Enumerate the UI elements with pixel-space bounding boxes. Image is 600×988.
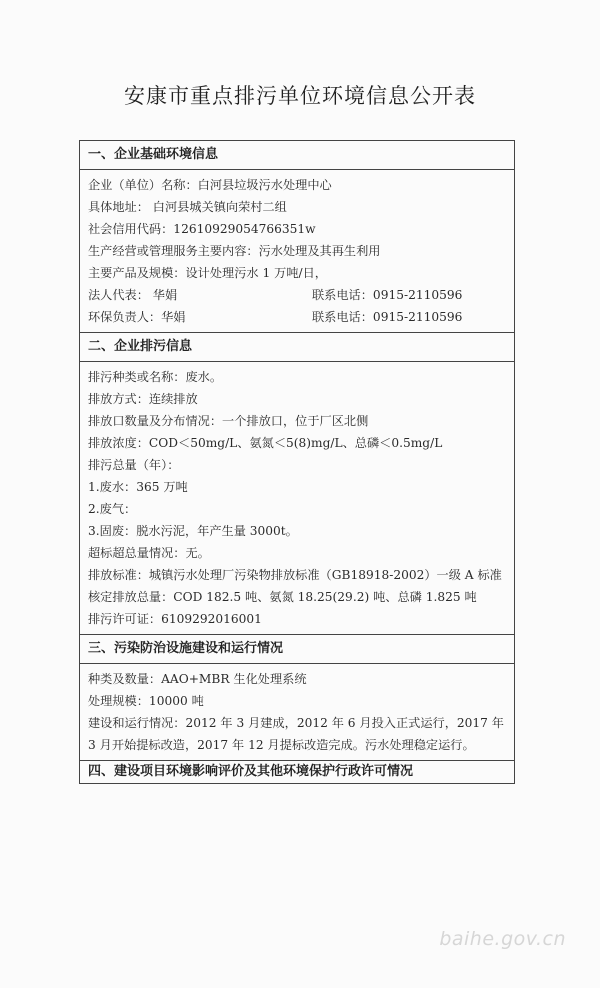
section-body-discharge (80, 362, 514, 635)
discharge-method: 排放方式：连续排放 (88, 392, 198, 406)
discharge-concentration: 排放浓度：COD＜50mg/L、氨氮＜5(8)mg/L、总磷＜0.5mg/L (88, 436, 443, 450)
wastewater-total: 1.废水：365 万吨 (88, 480, 188, 494)
section-heading-facilities: 三、污染防治设施建设和运行情况 (80, 635, 514, 664)
annual-total: 排污总量（年）： (88, 458, 180, 472)
section-body-basic-info (80, 170, 514, 333)
pollutant-type: 排污种类或名称：废水。 (88, 370, 223, 384)
legal-rep-row (88, 284, 508, 306)
credit-code: 社会信用代码：12610929054766351w (88, 222, 316, 236)
section-heading-basic-info: 一、企业基础环境信息 (80, 141, 514, 170)
outlet-distribution: 排放口数量及分布情况：一个排放口，位于厂区北侧 (88, 414, 369, 428)
section-body-facilities (80, 664, 514, 761)
exhaust-gas: 2.废气： (88, 502, 137, 516)
permit-number: 排污许可证：6109292016001 (88, 612, 262, 626)
products-scale: 主要产品及规模：设计处理污水 1 万吨/日， (88, 266, 327, 280)
legal-rep: 法人代表： 华娟 (88, 288, 178, 302)
construction-operation: 建设和运行情况：2012 年 3 月建成，2012 年 6 月投入正式运行，2017 年 3 月开始提标改造，2017 年 12 月提标改造完成。污水处理稳定运行。 (88, 716, 504, 752)
section-heading-eia: 四、建设项目环境影响评价及其他环境保护行政许可情况 (88, 764, 414, 779)
env-officer-row (88, 306, 508, 328)
company-name: 企业（单位）名称：白河县垃圾污水处理中心 (88, 178, 332, 192)
discharge-standard: 排放标准：城镇污水处理厂污染物排放标准（GB18918-2002）一级 A 标准 (88, 568, 502, 582)
legal-rep-phone: 联系电话：0915-2110596 (312, 288, 463, 302)
site-watermark: baihe.gov.cn (439, 928, 566, 950)
business-content: 生产经营或管理服务主要内容：污水处理及其再生利用 (88, 244, 381, 258)
env-officer: 环保负责人：华娟 (88, 310, 186, 324)
env-officer-phone: 联系电话：0915-2110596 (312, 310, 463, 324)
facility-type: 种类及数量：AAO+MBR 生化处理系统 (88, 672, 307, 686)
approved-total: 核定排放总量：COD 182.5 吨、氨氮 18.25(29.2) 吨、总磷 1.825 吨 (88, 590, 477, 604)
solid-waste: 3.固废：脱水污泥，年产生量 3000t。 (88, 524, 298, 538)
exceedance: 超标超总量情况：无。 (88, 546, 210, 560)
page-title: 安康市重点排污单位环境信息公开表 (124, 84, 476, 108)
info-table (79, 140, 515, 784)
treatment-scale: 处理规模：10000 吨 (88, 694, 204, 708)
section-heading-discharge: 二、企业排污信息 (80, 333, 514, 362)
address: 具体地址： 白河县城关镇向荣村二组 (88, 200, 287, 214)
